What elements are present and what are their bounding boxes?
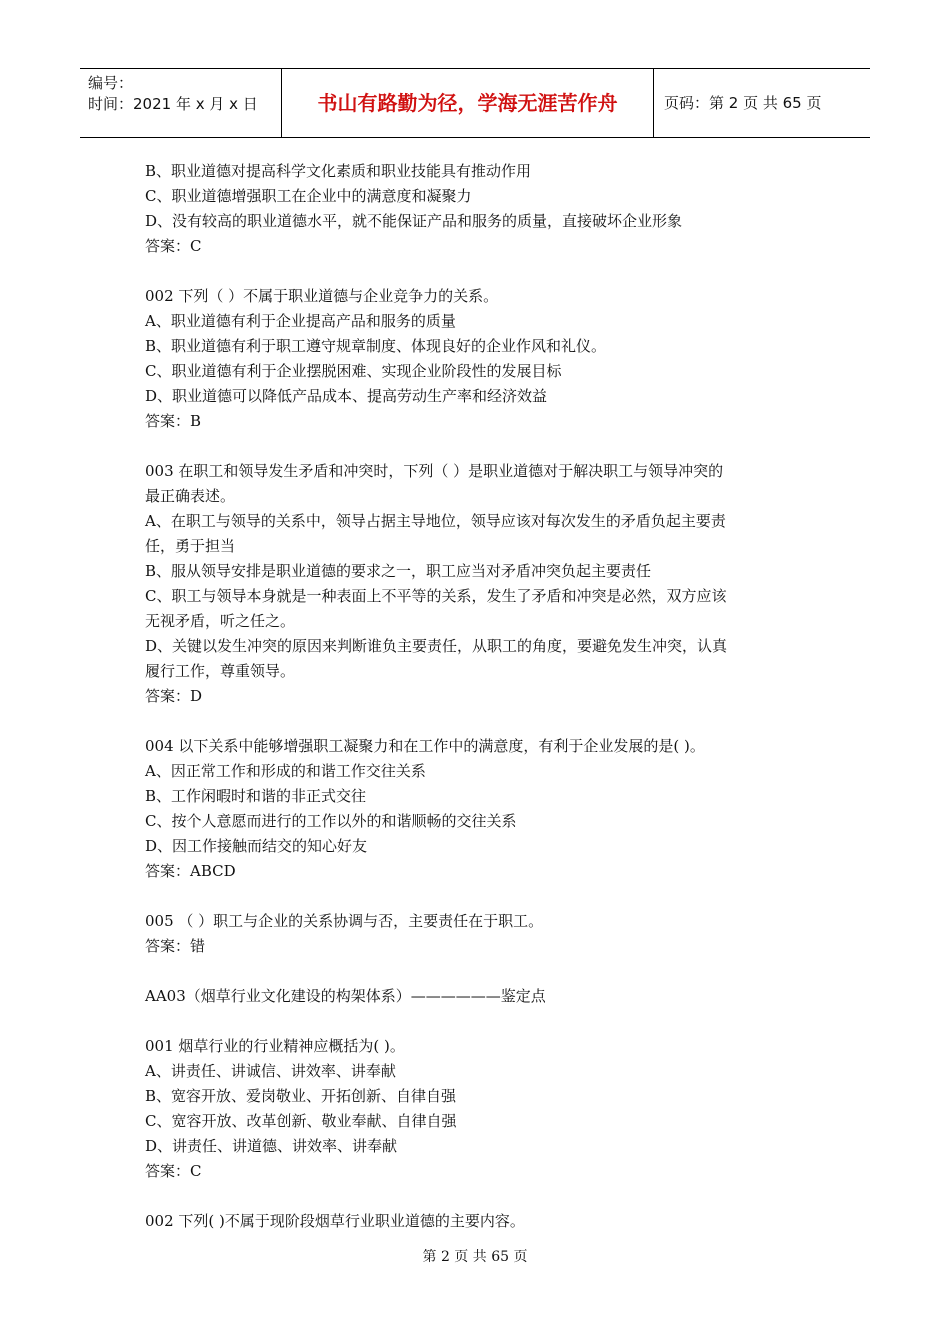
- text-line: D、因工作接触而结交的知心好友: [145, 837, 368, 855]
- text-line: C、按个人意愿而进行的工作以外的和谐顺畅的交往关系: [145, 812, 517, 830]
- text-line: AA03（烟草行业文化建设的构架体系）——————鉴定点: [145, 987, 546, 1005]
- blank-line: [145, 259, 815, 284]
- text-line: 答案：C: [145, 237, 202, 255]
- text-line: 答案：D: [145, 687, 203, 705]
- text-line: 履行工作，尊重领导。: [145, 662, 296, 680]
- text-line: 001 烟草行业的行业精神应概括为( )。: [145, 1037, 405, 1055]
- text-line: 答案：B: [145, 412, 202, 430]
- blank-line: [145, 1009, 815, 1034]
- blank-line: [145, 709, 815, 734]
- text-line: A、因正常工作和形成的和谐工作交往关系: [145, 762, 426, 780]
- text-line: D、没有较高的职业道德水平，就不能保证产品和服务的质量，直接破坏企业形象: [145, 212, 683, 230]
- text-line: 002 下列（ ）不属于职业道德与企业竞争力的关系。: [145, 287, 499, 305]
- text-line: 005 （ ）职工与企业的关系协调与否，主要责任在于职工。: [145, 912, 544, 930]
- text-line: D、关键以发生冲突的原因来判断谁负主要责任，从职工的角度，要避免发生冲突，认真: [145, 637, 728, 655]
- text-line: A、职业道德有利于企业提高产品和服务的质量: [145, 312, 456, 330]
- text-line: D、职业道德可以降低产品成本、提高劳动生产率和经济效益: [145, 387, 548, 405]
- text-line: C、职工与领导本身就是一种表面上不平等的关系，发生了矛盾和冲突是必然，双方应该: [145, 587, 727, 605]
- header-number: 编号：: [88, 74, 134, 92]
- header-motto: 书山有路勤为径，学海无涯苦作舟: [282, 69, 654, 137]
- text-line: 003 在职工和领导发生矛盾和冲突时，下列（ ）是职业道德对于解决职工与领导冲突的: [145, 462, 724, 480]
- text-line: C、职业道德有利于企业摆脱困难、实现企业阶段性的发展目标: [145, 362, 562, 380]
- page-header: [80, 68, 870, 138]
- text-line: A、在职工与领导的关系中，领导占据主导地位，领导应该对每次发生的矛盾负起主要责: [145, 512, 726, 530]
- text-line: 任，勇于担当: [145, 537, 236, 555]
- blank-line: [145, 959, 815, 984]
- page-footer: 第 2 页 共 65 页: [422, 1249, 528, 1265]
- header-page-info: 页码：第 2 页 共 65 页: [664, 94, 822, 112]
- text-line: 答案：错: [145, 937, 206, 955]
- text-line: 答案：C: [145, 1162, 202, 1180]
- text-line: B、宽容开放、爱岗敬业、开拓创新、自律自强: [145, 1087, 457, 1105]
- text-line: A、讲责任、讲诚信、讲效率、讲奉献: [145, 1062, 396, 1080]
- text-line: 002 下列( )不属于现阶段烟草行业职业道德的主要内容。: [145, 1212, 525, 1230]
- text-line: 004 以下关系中能够增强职工凝聚力和在工作中的满意度，有利于企业发展的是( )。: [145, 737, 705, 755]
- document-body: [145, 159, 815, 1234]
- text-line: 最正确表述。: [145, 487, 236, 505]
- blank-line: [145, 884, 815, 909]
- header-meta: [80, 69, 282, 137]
- text-line: B、工作闲暇时和谐的非正式交往: [145, 787, 367, 805]
- header-date: 时间：2021 年 x 月 x 日: [88, 95, 258, 113]
- text-line: B、职业道德对提高科学文化素质和职业技能具有推动作用: [145, 162, 532, 180]
- text-line: 无视矛盾，听之任之。: [145, 612, 296, 630]
- text-line: 答案：ABCD: [145, 862, 236, 880]
- blank-line: [145, 1184, 815, 1209]
- text-line: B、职业道德有利于职工遵守规章制度、体现良好的企业作风和礼仪。: [145, 337, 607, 355]
- blank-line: [145, 434, 815, 459]
- text-line: C、宽容开放、改革创新、敬业奉献、自律自强: [145, 1112, 457, 1130]
- text-line: C、职业道德增强职工在企业中的满意度和凝聚力: [145, 187, 472, 205]
- text-line: B、服从领导安排是职业道德的要求之一，职工应当对矛盾冲突负起主要责任: [145, 562, 652, 580]
- text-line: D、讲责任、讲道德、讲效率、讲奉献: [145, 1137, 398, 1155]
